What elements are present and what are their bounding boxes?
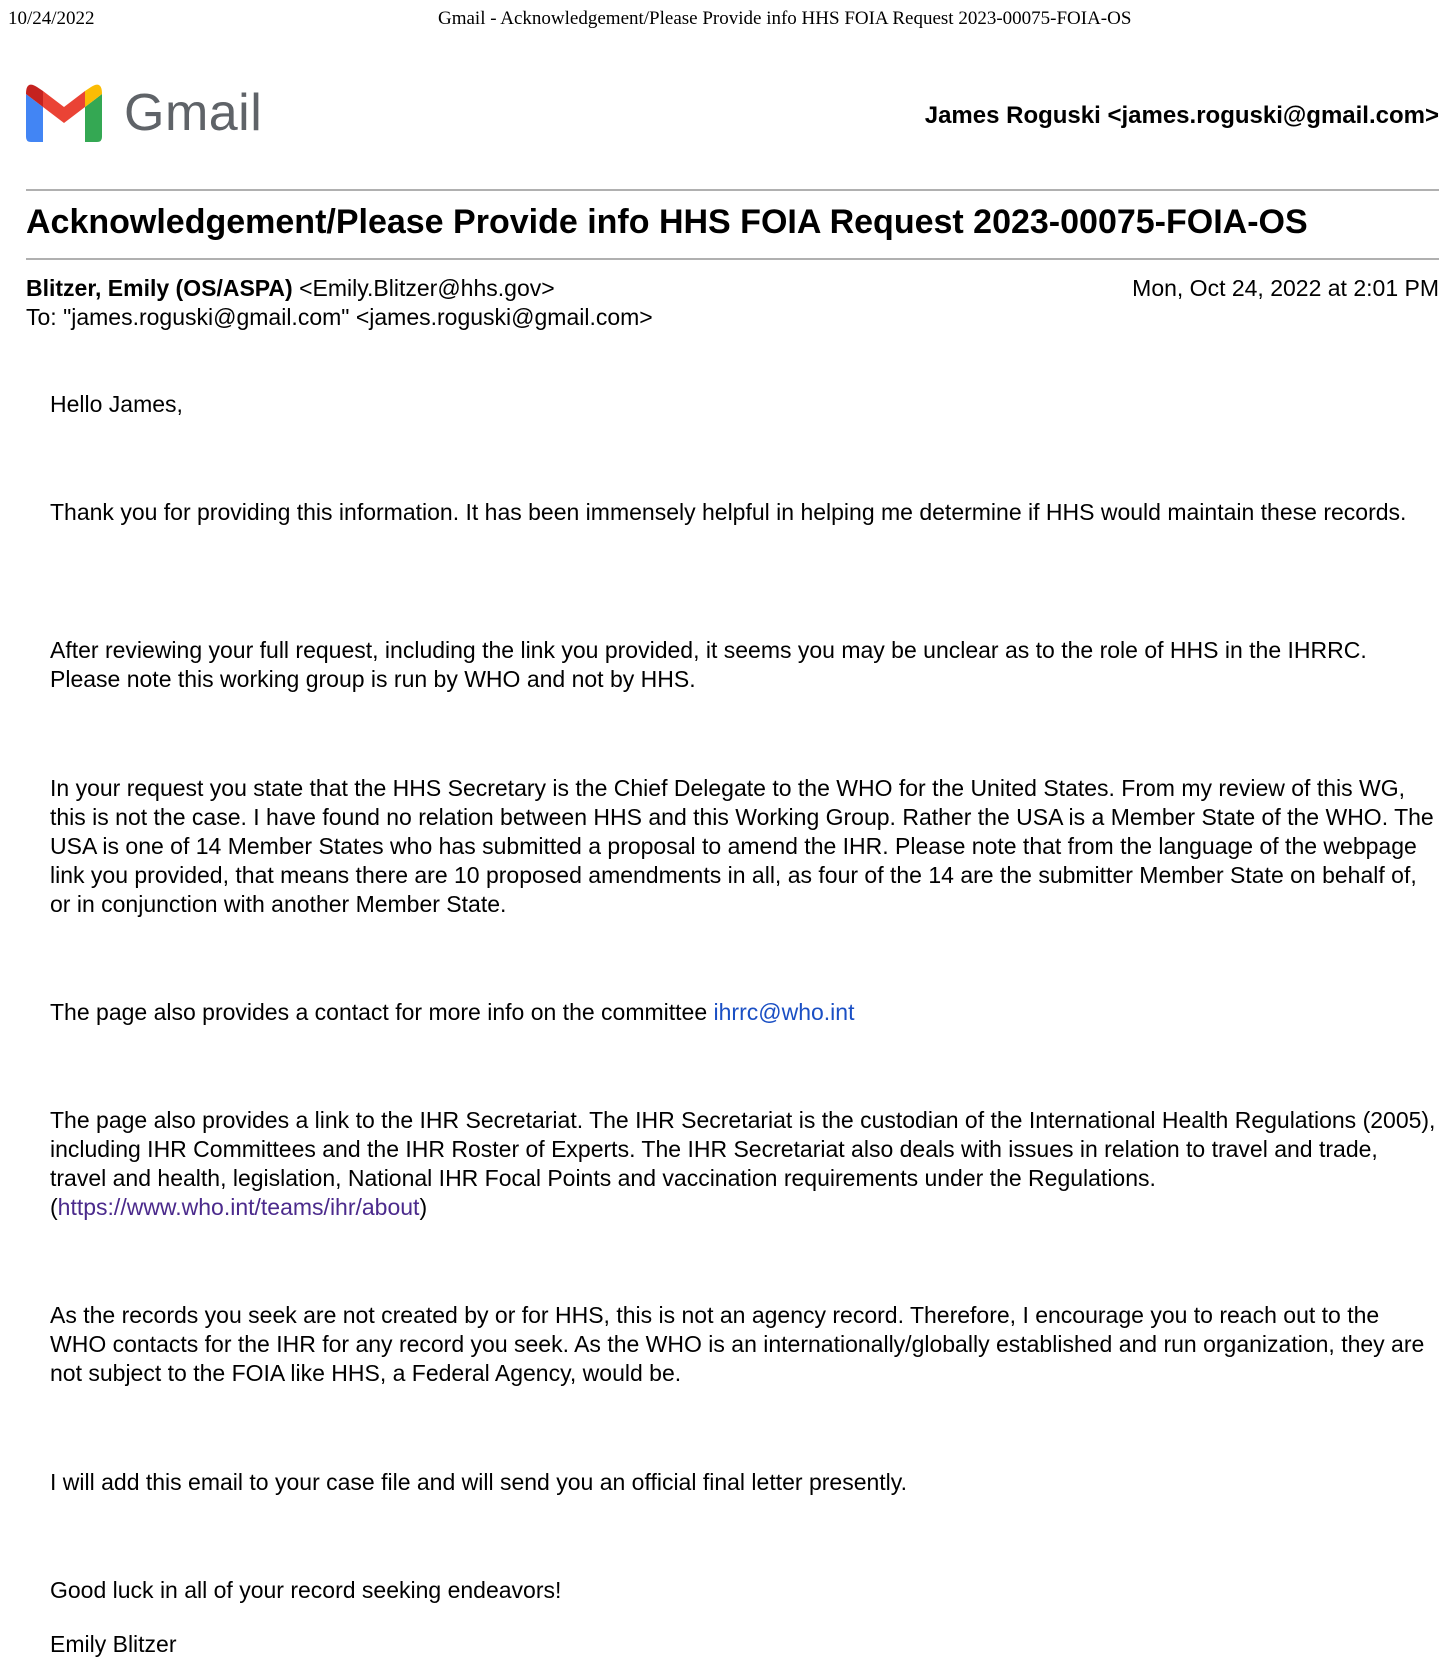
body-paragraph-thanks: Thank you for providing this information. It has been immensely helpful in helping me determine if HHS would maintain these records. <box>50 499 1407 525</box>
message-sender <box>26 275 555 302</box>
body-signature: Emily Blitzer <box>50 1631 177 1657</box>
print-date: 10/24/2022 <box>8 8 95 29</box>
body-paragraph-records: As the records you seek are not created by or for HHS, this is not an agency record. Therefore, I encourage you to reach out to the WHO contacts for the IHR for any record you seek. As the WHO is an internationally/globally established and run organization, they are not subject to the FOIA like HHS, a Federal Agency, would be. <box>50 1302 1425 1386</box>
body-paragraph-contact <box>50 998 1440 1027</box>
divider-top <box>26 189 1439 191</box>
body-paragraph-delegate: In your request you state that the HHS Secretary is the Chief Delegate to the WHO for the United States. From my review of this WG, this is not the case. I have found no relation between HHS and this Working Group. Rather the USA is a Member State of the WHO. The USA is one of 14 Member States who has submitted a proposal to amend the IHR. Please note that from the language of the webpage link you provided, that means there are 10 proposed amendments in all, as four of the 14 are the submitter Member State on behalf of, or in conjunction with another Member State. <box>50 775 1434 917</box>
secretariat-close: ) <box>419 1194 428 1220</box>
body-paragraph-secretariat <box>50 1106 1440 1222</box>
body-greeting: Hello James, <box>50 391 183 417</box>
message-date: Mon, Oct 24, 2022 at 2:01 PM <box>1132 275 1439 301</box>
body-paragraph-casefile: I will add this email to your case file and will send you an official final letter presently. <box>50 1469 907 1495</box>
body-paragraph-review: After reviewing your full request, including the link you provided, it seems you may be unclear as to the role of HHS in the IHRRC. Please note this working group is run by WHO and not by HHS. <box>50 637 1367 692</box>
message-recipient: To: "james.roguski@gmail.com" <james.roguski@gmail.com> <box>26 304 653 330</box>
gmail-m-icon <box>26 84 102 142</box>
body-paragraph-goodluck: Good luck in all of your record seeking endeavors! <box>50 1577 562 1603</box>
gmail-brand[interactable] <box>26 82 262 144</box>
gmail-wordmark: Gmail <box>124 84 263 142</box>
secretariat-text: The page also provides a link to the IHR Secretariat. The IHR Secretariat is the custodian of the International Health Regulations (2005), including IHR Committees and the IHR Roster of Experts. The IHR Secretariat also deals with issues in relation to travel and trade, travel and health, legislation, National IHR Focal Points and vaccination requirements under the Regulations. ( <box>50 1107 1436 1220</box>
divider-subject <box>26 258 1439 260</box>
print-header <box>8 8 1448 32</box>
ihrrc-email-link[interactable]: ihrrc@who.int <box>713 999 855 1025</box>
sender-email: <Emily.Blitzer@hhs.gov> <box>299 275 555 301</box>
contact-text: The page also provides a contact for more info on the committee <box>50 999 714 1025</box>
message-subject: Acknowledgement/Please Provide info HHS FOIA Request 2023-00075-FOIA-OS <box>26 203 1308 241</box>
account-identity: James Roguski <james.roguski@gmail.com> <box>924 102 1439 129</box>
print-title: Gmail - Acknowledgement/Please Provide info HHS FOIA Request 2023-00075-FOIA-OS <box>438 8 1132 29</box>
who-ihr-link[interactable]: https://www.who.int/teams/ihr/about <box>57 1194 420 1220</box>
sender-name: Blitzer, Emily (OS/ASPA) <box>26 275 293 301</box>
